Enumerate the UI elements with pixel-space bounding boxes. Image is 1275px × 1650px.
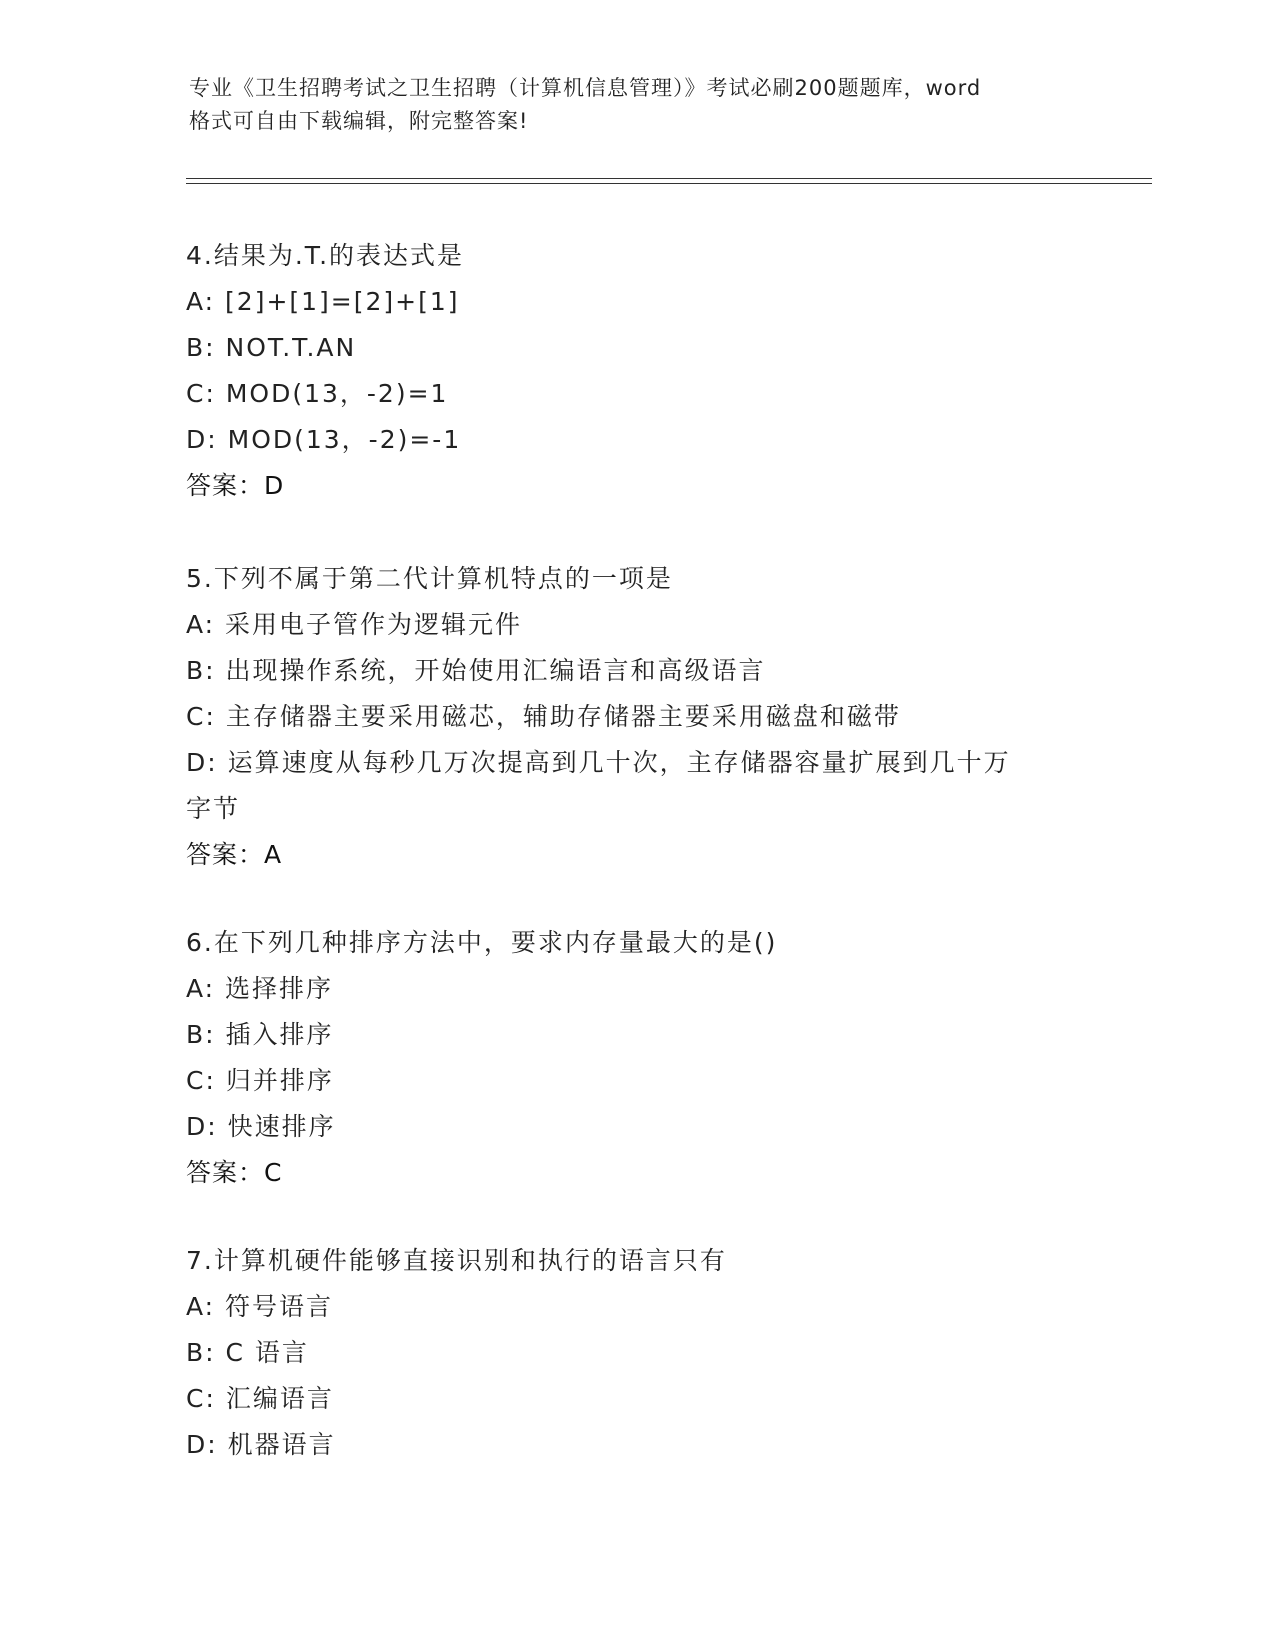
option-a: A: 符号语言 xyxy=(186,1292,334,1321)
option-b: B: 出现操作系统，开始使用汇编语言和高级语言 xyxy=(186,656,766,685)
option-b: B: NOT.T.AN xyxy=(186,333,357,362)
answer-label: 答案：D xyxy=(186,471,285,500)
answer-label: 答案：C xyxy=(186,1158,283,1187)
document-header xyxy=(189,72,1089,138)
header-divider-top xyxy=(186,178,1152,179)
option-d-continuation: 字节 xyxy=(186,794,241,823)
question-stem: 7.计算机硬件能够直接识别和执行的语言只有 xyxy=(186,1246,727,1275)
option-d: D: MOD(13，-2)=-1 xyxy=(186,425,462,454)
question-stem: 4.结果为.T.的表达式是 xyxy=(186,241,465,270)
question-5 xyxy=(186,556,1086,878)
header-line-1: 专业《卫生招聘考试之卫生招聘（计算机信息管理）》考试必刷200题题库，word xyxy=(189,76,982,100)
question-6 xyxy=(186,920,1086,1196)
question-4 xyxy=(186,233,1086,509)
option-c: C: 主存储器主要采用磁芯，辅助存储器主要采用磁盘和磁带 xyxy=(186,702,901,731)
header-line-2: 格式可自由下载编辑，附完整答案! xyxy=(189,109,529,133)
question-stem: 5.下列不属于第二代计算机特点的一项是 xyxy=(186,564,673,593)
question-7 xyxy=(186,1238,1086,1468)
option-a: A: [2]+[1]=[2]+[1] xyxy=(186,287,460,316)
option-c: C: MOD(13，-2)=1 xyxy=(186,379,449,408)
question-stem: 6.在下列几种排序方法中，要求内存量最大的是() xyxy=(186,928,778,957)
option-a: A: 采用电子管作为逻辑元件 xyxy=(186,610,523,639)
header-divider-bottom xyxy=(186,183,1152,184)
answer-label: 答案：A xyxy=(186,840,283,869)
option-d: D: 机器语言 xyxy=(186,1430,336,1459)
option-b: B: 插入排序 xyxy=(186,1020,334,1049)
option-b: B: C 语言 xyxy=(186,1338,309,1367)
option-c: C: 汇编语言 xyxy=(186,1384,334,1413)
option-d: D: 运算速度从每秒几万次提高到几十次，主存储器容量扩展到几十万 xyxy=(186,748,1011,777)
option-c: C: 归并排序 xyxy=(186,1066,334,1095)
option-a: A: 选择排序 xyxy=(186,974,334,1003)
option-d: D: 快速排序 xyxy=(186,1112,336,1141)
